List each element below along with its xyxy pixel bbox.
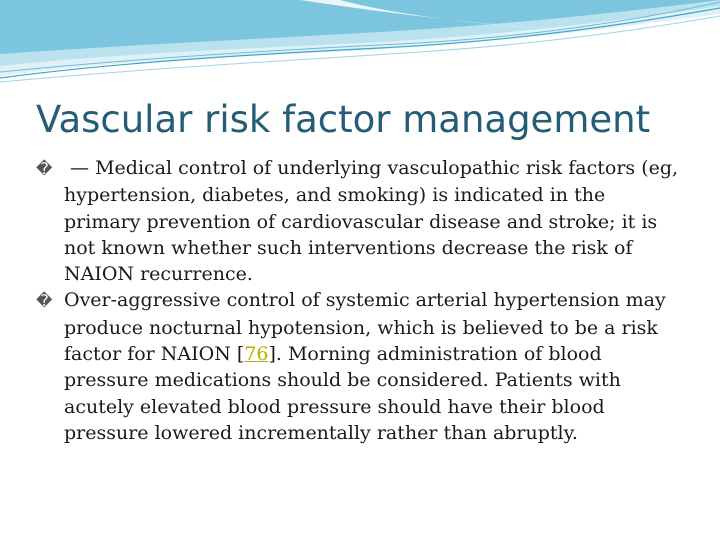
reference-link[interactable]: 76: [244, 343, 269, 366]
bullet-paragraph: [36, 287, 686, 446]
bullet-glyph: �: [36, 291, 53, 311]
bullet-glyph: �: [36, 159, 53, 178]
slide-body: [36, 155, 686, 446]
paragraph-text: Over-aggressive control of systemic arterial hypertension may produce nocturnal hypotension, which is believed to be a risk factor for NAION [: [64, 289, 666, 366]
paragraph-text: — Medical control of underlying vasculopathic risk factors (eg, hypertension, diabetes, and smoking) is indicated in the primary prevention of cardiovascular disease and stroke; it is not known whether such interventions decrease the risk of NAION recurrence.: [64, 157, 679, 286]
slide-title: Vascular risk factor management: [36, 98, 651, 141]
header-wave-decoration: [0, 0, 720, 90]
bullet-paragraph: [36, 155, 686, 287]
paragraph-text: ]. Morning administration of blood pressure medications should be considered. Patients with acutely elevated blood pressure should have their blood pressure lowered incrementally rather than abruptly.: [64, 343, 621, 444]
